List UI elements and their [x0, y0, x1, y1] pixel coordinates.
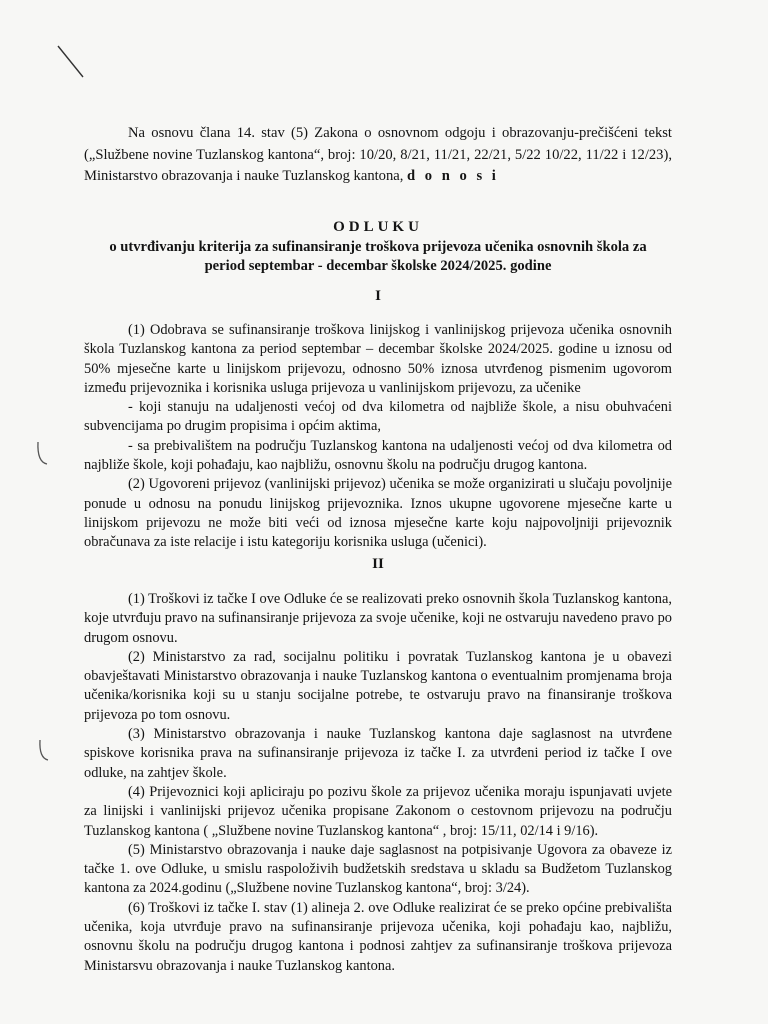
- section-2-paragraph-4: (4) Prijevoznici koji apliciraju po pozivu škole za prijevoz učenika moraju ispunjavati uvjete za linijski i vanlinijski prijevoz učenika propisane Zakonom o cestovnom prijevozu na području Tuzlanskog kantona ( „Službene novine Tuzlanskog kantona“ , broj: 15/11, 02/14 i 9/16).: [84, 783, 672, 839]
- section-1-body: [84, 321, 672, 553]
- section-2-paragraph-3: (3) Ministarstvo obrazovanja i nauke Tuzlanskog kantona daje saglasnost na utvrđene spiskove korisnika prava na sufinansiranje prijevoza iz tačke I. za utvrđeni period iz tačke I ove odluke, na zahtjev škole.: [84, 726, 672, 781]
- section-2-paragraph-1: (1) Troškovi iz tačke I ove Odluke će se realizovati preko osnovnih škola Tuzlanskog kantona, koje utvrđuju pravo na sufinansiranje prijevoza za svoje učenike, koji ne ostvaruju navedeno pravo po drugom osnovu.: [84, 591, 672, 646]
- section-1-paragraph-1: (1) Odobrava se sufinansiranje troškova linijskog i vanlinijskog prijevoza učenika osnovnih škola Tuzlanskog kantona za period septembar – decembar školske 2024/2025. godine u iznosu od 50% mjesečne karte u linijskom prijevozu, odnosno 50% iznosa utvrđenog pismenim ugovorom između prijevoznika i korisnika usluga prijevoza u vanlinijskom prijevozu, za učenike: [84, 322, 672, 396]
- title-line-1: o utvrđivanju kriterija za sufinansiranje troškova prijevoza učenika osnovnih škola za: [109, 239, 647, 255]
- section-1-paragraph-2: (2) Ugovoreni prijevoz (vanlinijski prijevoz) učenika se može organizirati u slučaju povoljnije ponude u odnosu na ponudu linijskog prijevoznika. Iznos ukupne ugovorene mjesečne karte u linijskom prijevozu ne može biti veći od iznosa mjesečne karte koju najpovoljniji prijevoznik obračunava za iste relacije i istu kategoriju korisnika usluga (učenici).: [84, 476, 672, 551]
- title-line-2: period septembar - decembar školske 2024/2025. godine: [204, 258, 552, 274]
- pen-stroke-mark: [56, 44, 86, 80]
- title-main: ODLUKU: [333, 219, 423, 235]
- section-1-bullet-1: - koji stanuju na udaljenosti većoj od dva kilometra od najbliže škole, a nisu obuhvaćeni subvencijama po drugim propisima i općim aktima,: [84, 399, 672, 435]
- section-number-2: II: [372, 556, 384, 572]
- preamble-donosi: d o n o s i: [407, 168, 499, 184]
- section-number-1: I: [375, 288, 381, 304]
- document-title: [84, 216, 672, 276]
- section-2-paragraph-5: (5) Ministarstvo obrazovanja i nauke daje saglasnost na potpisivanje Ugovora za obaveze iz tačke 1. ove Odluke, u smislu raspoloživih budžetskih sredstava u skladu sa Budžetom Tuzlanskog kantona za 2024.godinu („Službene novine Tuzlanskog kantona“, broj: 3/24).: [84, 841, 672, 897]
- section-2-paragraph-6: (6) Troškovi iz tačke I. stav (1) alineja 2. ove Odluke realizirat će se preko općine prebivališta učenika, koja utvrđuje pravo na sufinansiranje prijevoza učenika, koji pohađaju kao, najbližu, osnovnu školu na području drugog kantona i podnosi zahtjev za sufinansiranje troškova prijevoza Ministarsvu obrazovanja i nauke Tuzlanskog kantona.: [84, 899, 672, 974]
- section-2-paragraph-2: (2) Ministarstvo za rad, socijalnu politiku i povratak Tuzlanskog kantona je u obavezi obavještavati Ministarstvo obrazovanja i nauke Tuzlanskog kantona o eventualnim promjenama broja učenika/korisnika koji su u stanju socijalne potrebe, te ostvaruju pravo na finansiranje troškova prijevoza po tom osnovu.: [84, 648, 672, 723]
- preamble-text: Na osnovu člana 14. stav (5) Zakona o osnovnom odgoju i obrazovanju-prečišćeni tekst („Službene novine Tuzlanskog kantona“, broj: 10/20, 8/21, 11/21, 22/21, 5/22 10/22, 11/22 i 12/23), Ministarstvo obrazovanja i nauke Tuzlanskog kantona,: [84, 125, 672, 184]
- section-1-bullet-2: - sa prebivalištem na području Tuzlanskog kantona na udaljenosti većoj od dva kilometra od najbliže škole, koji pohađaju, kao najbližu, osnovnu školu na području drugog kantona.: [84, 437, 672, 474]
- section-2-body: [84, 590, 672, 976]
- preamble: [84, 123, 672, 188]
- binding-hole-mark: [36, 738, 52, 768]
- binding-hole-mark: [34, 440, 50, 470]
